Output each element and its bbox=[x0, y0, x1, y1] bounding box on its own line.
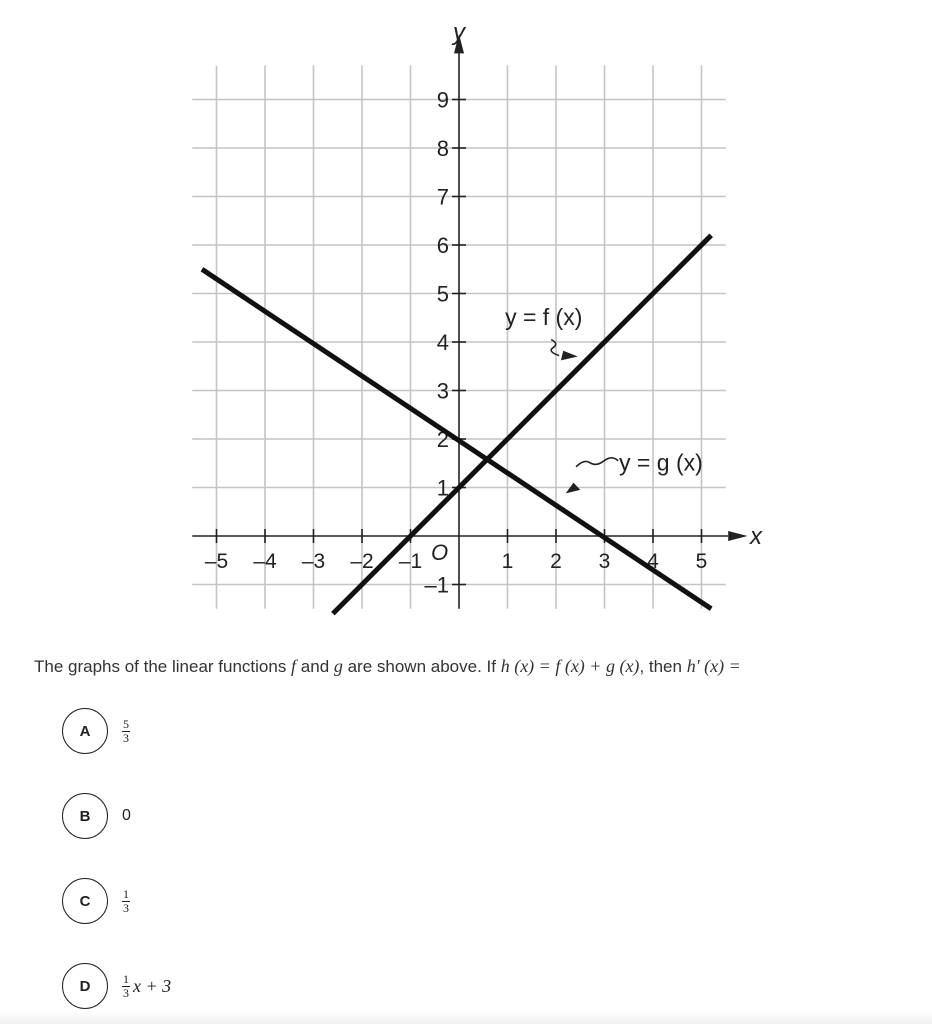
y-tick-label: 5 bbox=[436, 281, 449, 307]
x-tick-label: –4 bbox=[253, 550, 277, 573]
function-lines bbox=[202, 235, 711, 613]
fraction: $\frac{5}{3}$ bbox=[123, 716, 129, 745]
axes bbox=[192, 34, 747, 609]
choice-d-tail: x + 3 bbox=[133, 975, 172, 996]
h-prime: h′ (x) = bbox=[686, 656, 741, 676]
f-label: y = f (x) bbox=[505, 304, 583, 331]
choice-b-answer: 0 bbox=[122, 807, 131, 824]
bottom-edge bbox=[0, 1010, 932, 1024]
choice-a-bubble[interactable]: A bbox=[62, 708, 108, 754]
y-tick-label: 2 bbox=[436, 427, 449, 452]
y-tick-label: 4 bbox=[436, 330, 449, 355]
g-label: y = g (x) bbox=[619, 449, 703, 476]
choice-b-bubble[interactable]: B bbox=[62, 793, 108, 839]
x-tick-label: 2 bbox=[550, 550, 562, 573]
x-tick-label: 4 bbox=[647, 550, 659, 573]
x-axis-label: x bbox=[750, 523, 762, 550]
choice-c-bubble[interactable]: C bbox=[62, 878, 108, 924]
y-tick-label: 6 bbox=[436, 233, 449, 258]
y-tick-label: 8 bbox=[436, 136, 449, 161]
question-text: The graphs of the linear functions f and g are shown above. If h (x) = f (x) + g (x), then h′ (x) = bbox=[34, 656, 741, 676]
choice-c[interactable] bbox=[62, 875, 130, 927]
y-tick-label: 1 bbox=[436, 475, 449, 501]
y-tick-label: –1 bbox=[424, 572, 449, 598]
tick-labels bbox=[205, 19, 763, 598]
x-tick-label: –5 bbox=[204, 550, 229, 573]
y-axis-label: y bbox=[453, 19, 465, 46]
g-callout bbox=[576, 458, 618, 467]
x-tick-label: 3 bbox=[598, 550, 611, 573]
choice-d[interactable] bbox=[62, 960, 171, 1012]
choice-d-bubble[interactable]: D bbox=[62, 963, 108, 1009]
x-tick-label: –3 bbox=[301, 550, 326, 573]
choice-a-answer bbox=[122, 718, 130, 745]
x-axis-arrow bbox=[728, 531, 747, 541]
fraction: $\frac{1}{3}$ bbox=[123, 886, 129, 915]
y-tick-label: 3 bbox=[436, 378, 449, 404]
fraction: $\frac{1}{3}$ bbox=[123, 971, 129, 1000]
x-tick-label: –2 bbox=[350, 550, 374, 573]
choice-a[interactable] bbox=[62, 705, 130, 757]
f-callout-arrow bbox=[561, 351, 578, 361]
y-tick-label: 9 bbox=[436, 87, 449, 113]
origin-label: O bbox=[431, 540, 449, 565]
x-tick-label: 1 bbox=[501, 550, 514, 573]
x-tick-label: 5 bbox=[695, 550, 708, 573]
choice-b[interactable] bbox=[62, 790, 131, 842]
x-tick-label: –1 bbox=[398, 550, 423, 573]
h-definition: h (x) = f (x) + g (x) bbox=[500, 656, 640, 676]
y-tick-label: 7 bbox=[436, 184, 449, 210]
choice-d-answer bbox=[122, 973, 171, 1000]
choice-c-answer bbox=[122, 888, 130, 915]
